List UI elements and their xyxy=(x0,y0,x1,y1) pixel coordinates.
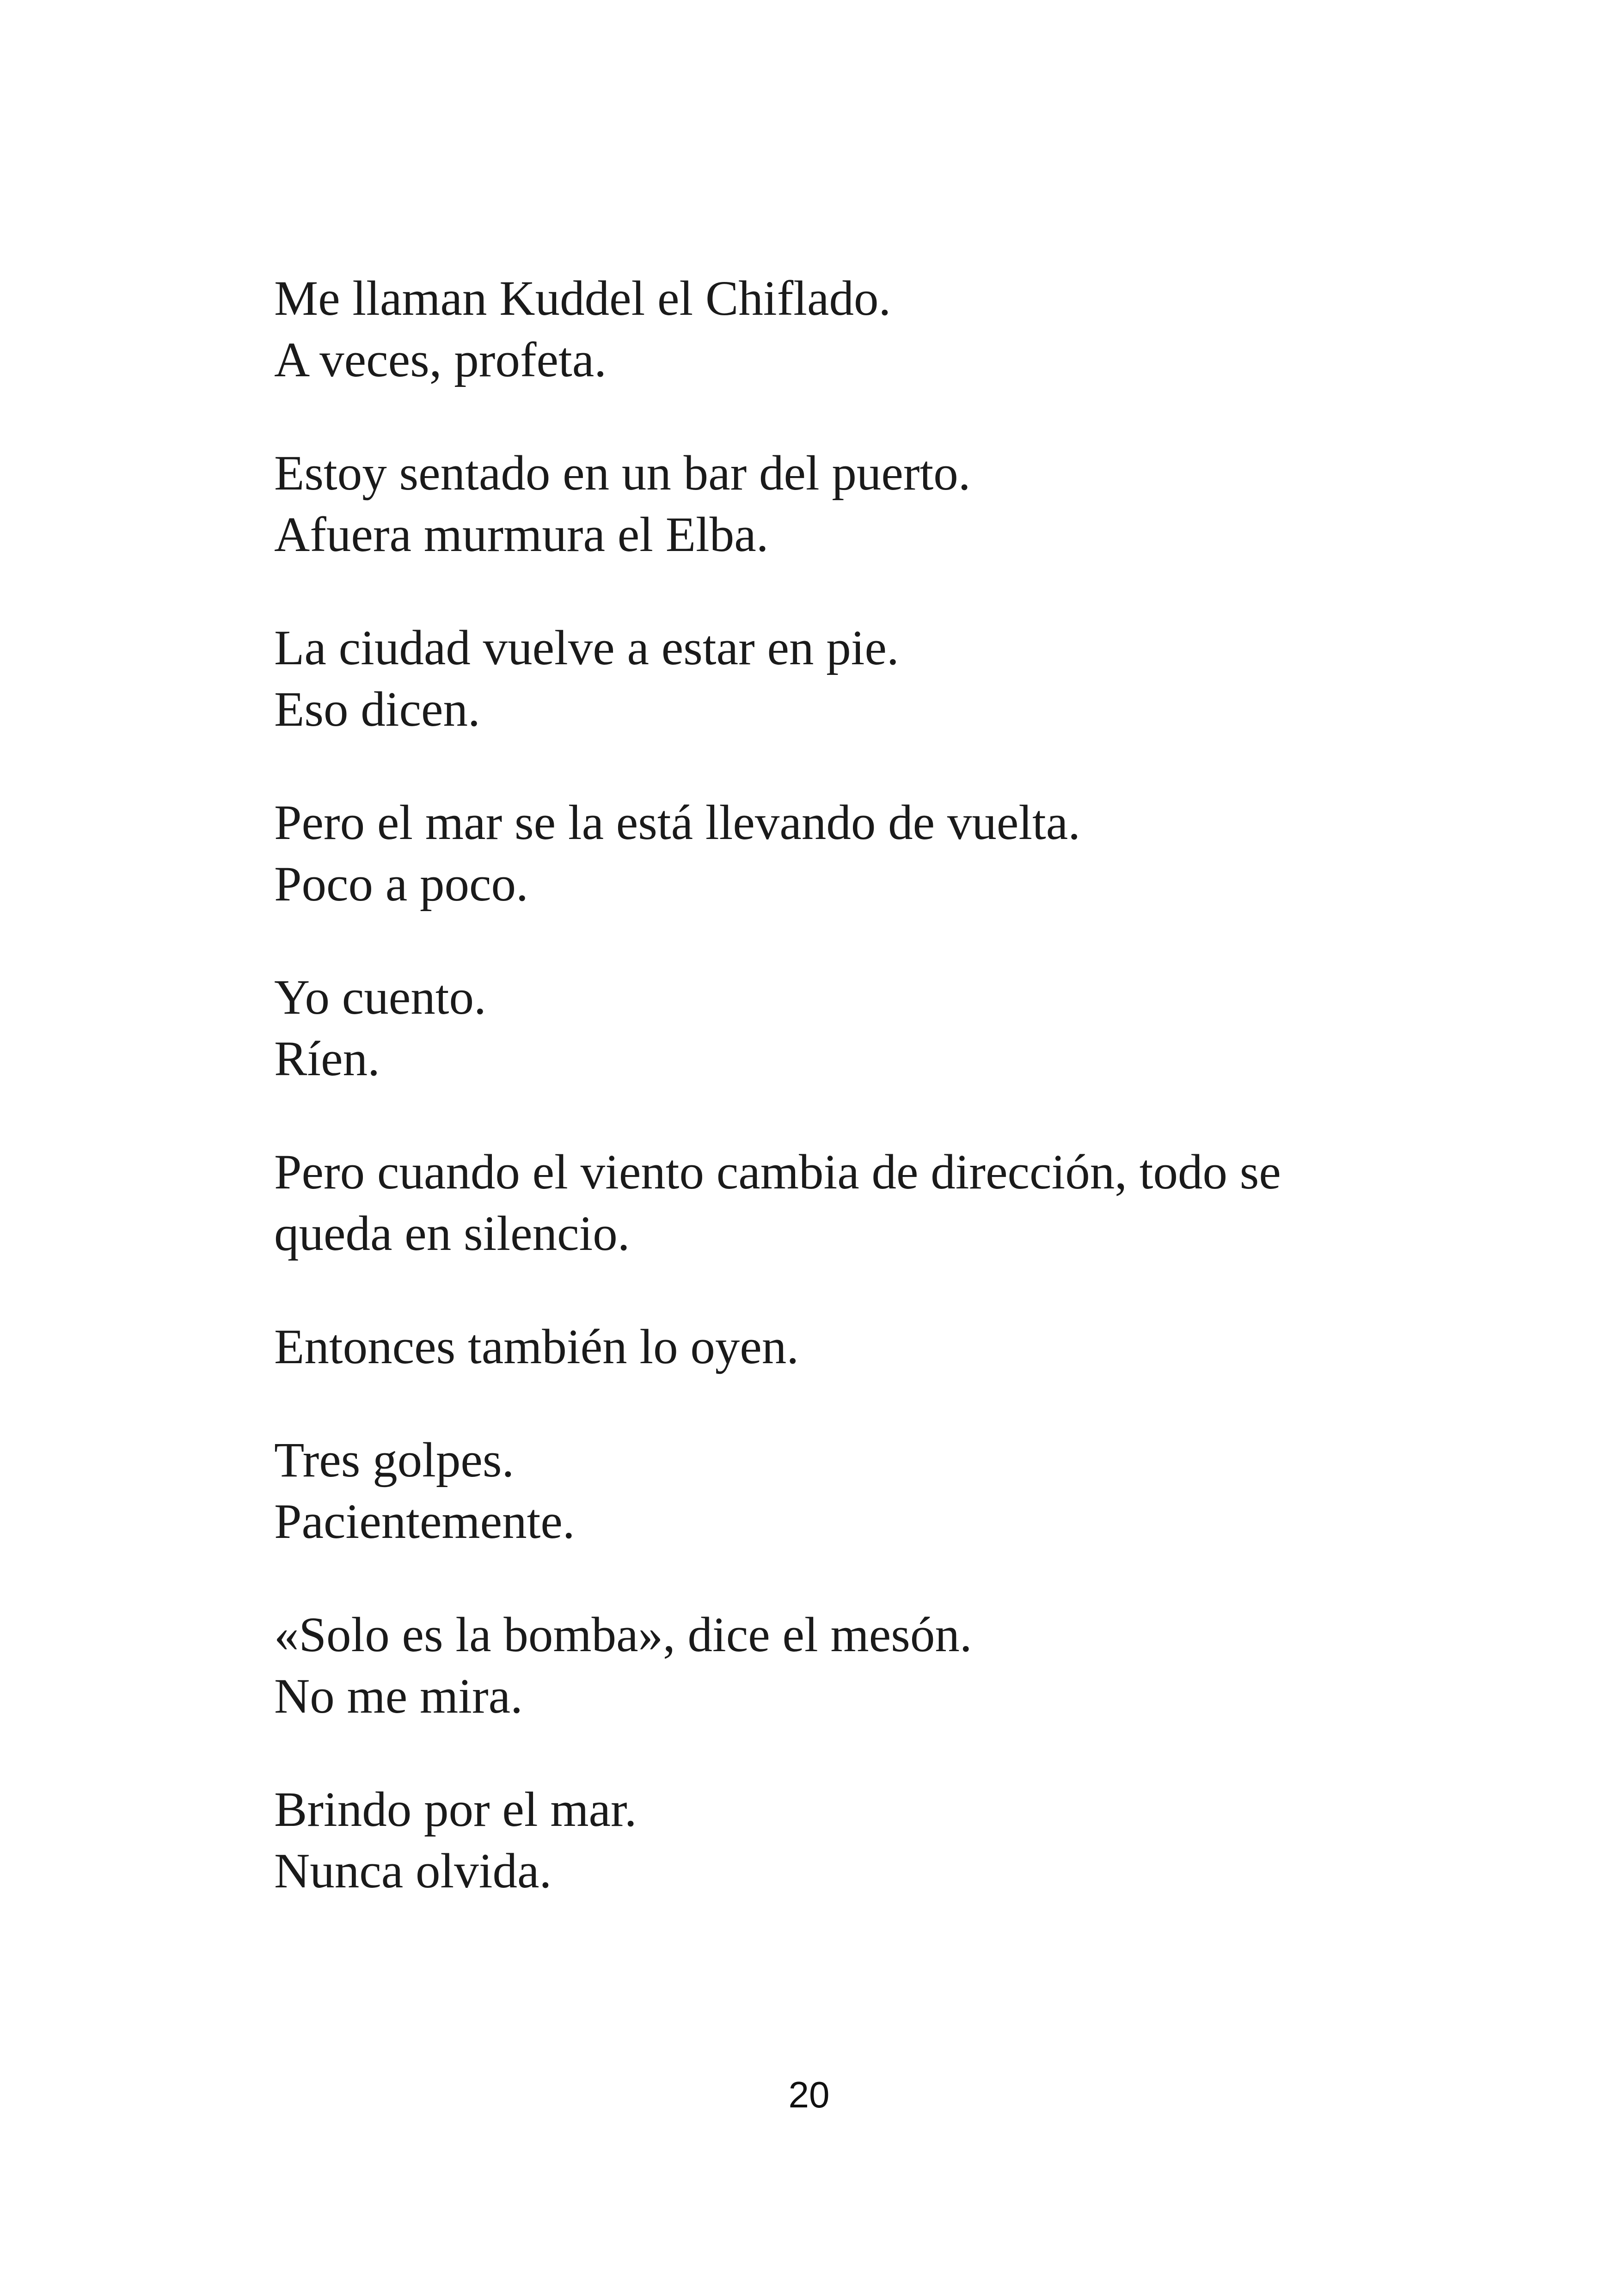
poem-line: No me mira. xyxy=(274,1669,523,1724)
stanza xyxy=(274,618,1430,741)
poem-line: Eso dicen. xyxy=(274,682,480,737)
poem-line: Afuera murmura el Elba. xyxy=(274,508,769,562)
poem-line: Poco a poco. xyxy=(274,857,528,912)
poem-body xyxy=(274,268,1430,1954)
stanza xyxy=(274,1316,1430,1378)
stanza xyxy=(274,443,1430,566)
stanza xyxy=(274,1604,1430,1727)
stanza xyxy=(274,1779,1430,1902)
poem-line: Tres golpes. xyxy=(274,1433,515,1488)
poem-line: queda en silencio. xyxy=(274,1206,630,1261)
poem-line: Entonces también lo oyen. xyxy=(274,1320,799,1374)
poem-line: Estoy sentado en un bar del puerto. xyxy=(274,446,971,501)
poem-line: Brindo por el mar. xyxy=(274,1782,637,1837)
stanza xyxy=(274,1142,1430,1265)
poem-line: «Solo es la bomba», dice el mesón. xyxy=(274,1608,972,1662)
stanza xyxy=(274,1430,1430,1553)
poem-line: Ríen. xyxy=(274,1032,380,1086)
poem-line: Yo cuento. xyxy=(274,970,486,1025)
poem-line: Pacientemente. xyxy=(274,1494,575,1549)
stanza xyxy=(274,967,1430,1090)
poem-line: Nunca olvida. xyxy=(274,1844,552,1898)
poem-line: La ciudad vuelve a estar en pie. xyxy=(274,621,899,675)
poem-line: Pero cuando el viento cambia de dirección, todo se xyxy=(274,1145,1281,1200)
poem-line: Me llaman Kuddel el Chiflado. xyxy=(274,271,891,326)
stanza xyxy=(274,792,1430,915)
poem-line: Pero el mar se la está llevando de vuelta. xyxy=(274,796,1081,850)
stanza xyxy=(274,268,1430,391)
poem-line: A veces, profeta. xyxy=(274,333,607,387)
page-number: 20 xyxy=(788,2074,830,2115)
